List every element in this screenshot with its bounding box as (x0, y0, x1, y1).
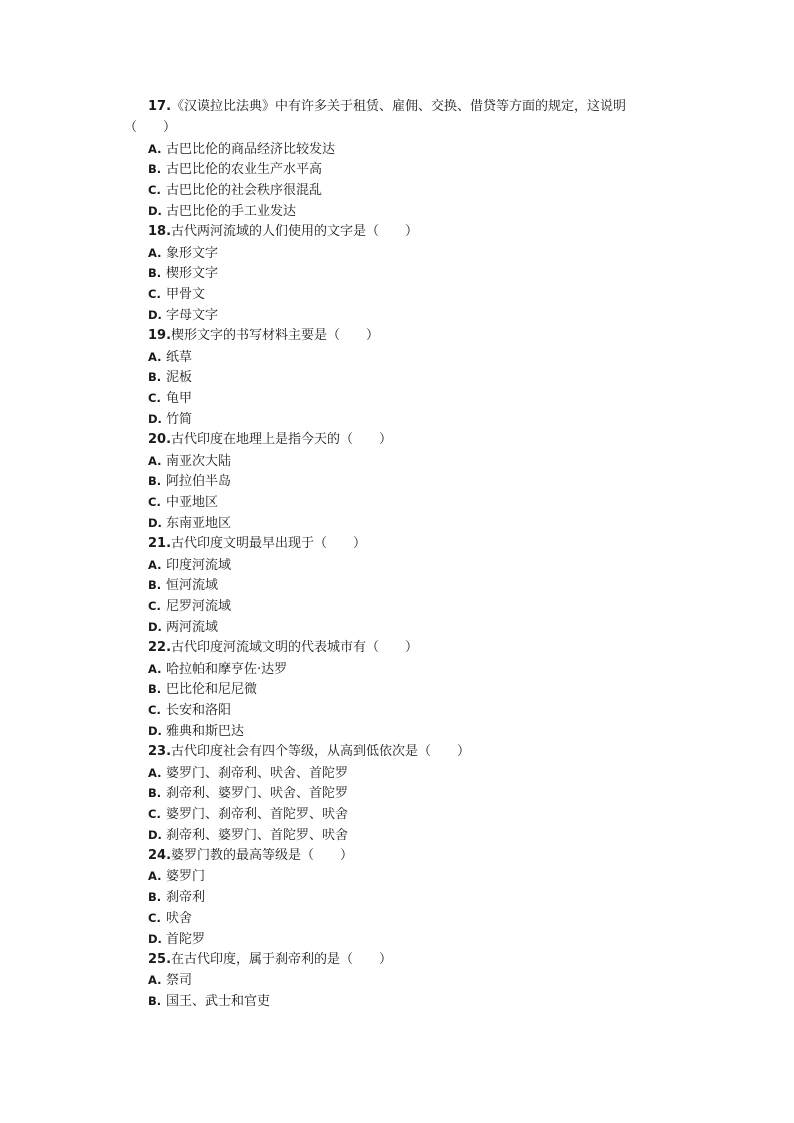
option-letter: B. (148, 474, 162, 489)
option-text: 字母文字 (166, 307, 219, 323)
option-text: 印度河流域 (166, 557, 232, 573)
option (148, 783, 688, 804)
question-stem (148, 742, 688, 763)
option-letter: C. (148, 807, 161, 822)
question-text-continued: （ ） (124, 119, 177, 135)
option (148, 388, 688, 409)
option-text: 纸草 (166, 349, 193, 365)
option (148, 284, 688, 305)
option-letter: D. (148, 515, 162, 530)
question-stem (148, 326, 688, 347)
option-letter: B. (148, 266, 162, 281)
option-text: 甲骨文 (166, 287, 206, 303)
question-stem (148, 430, 688, 451)
option (148, 929, 688, 950)
option-letter: A. (148, 869, 162, 884)
option-text: 雅典和斯巴达 (166, 723, 245, 739)
option (148, 451, 688, 472)
option (148, 866, 688, 887)
option-text: 长安和洛阳 (166, 703, 232, 719)
question-stem (148, 638, 688, 659)
question-stem (148, 222, 688, 243)
option-letter: C. (148, 703, 161, 718)
option-text: 祭司 (166, 973, 193, 989)
question-text: 古代印度河流域文明的代表城市有（ ） (171, 639, 419, 655)
option-letter: A. (148, 557, 162, 572)
option-letter: B. (148, 682, 162, 697)
option (148, 201, 688, 222)
question-number: 23. (148, 743, 172, 759)
option (148, 139, 688, 160)
option (148, 804, 688, 825)
option (148, 555, 688, 576)
question-stem (148, 950, 688, 971)
option-text: 阿拉伯半岛 (166, 474, 232, 490)
question-text: 古代印度在地理上是指今天的（ ） (171, 431, 393, 447)
question-list (124, 97, 688, 1012)
option (148, 513, 688, 534)
option-letter: C. (148, 391, 161, 406)
option-text: 刹帝利、婆罗门、吠舍、首陀罗 (166, 786, 349, 802)
option-text: 婆罗门、刹帝利、首陀罗、吠舍 (166, 807, 349, 823)
option-letter: B. (148, 786, 162, 801)
option-text: 竹简 (166, 411, 193, 427)
option-letter: A. (148, 973, 162, 988)
option (148, 180, 688, 201)
option (148, 492, 688, 513)
question-number: 18. (148, 223, 172, 239)
question-number: 24. (148, 847, 172, 863)
option (148, 575, 688, 596)
question-number: 25. (148, 951, 172, 967)
option-letter: D. (148, 931, 162, 946)
option (148, 243, 688, 264)
option-text: 尼罗河流域 (166, 599, 232, 615)
option-text: 南亚次大陆 (166, 453, 232, 469)
option (148, 659, 688, 680)
option-text: 刹帝利 (166, 890, 206, 906)
option (148, 679, 688, 700)
option (148, 596, 688, 617)
option-text: 刹帝利、婆罗门、首陀罗、吠舍 (166, 827, 349, 843)
option-text: 象形文字 (166, 245, 219, 261)
option-letter: A. (148, 765, 162, 780)
option (148, 721, 688, 742)
option-letter: A. (148, 349, 162, 364)
question-text: 古代印度社会有四个等级，从高到低依次是（ ） (171, 743, 471, 759)
option-letter: D. (148, 827, 162, 842)
option-text: 古巴比伦的商品经济比较发达 (166, 141, 336, 157)
option-text: 龟甲 (166, 391, 193, 407)
option (148, 700, 688, 721)
option-letter: A. (148, 661, 162, 676)
question-number: 22. (148, 639, 172, 655)
option-text: 首陀罗 (166, 931, 206, 947)
option (148, 970, 688, 991)
option-text: 婆罗门 (166, 869, 206, 885)
option-letter: C. (148, 287, 161, 302)
option (148, 367, 688, 388)
option-text: 东南亚地区 (166, 515, 232, 531)
option (148, 263, 688, 284)
option-letter: A. (148, 141, 162, 156)
option-letter: D. (148, 203, 162, 218)
option (148, 409, 688, 430)
option-letter: B. (148, 370, 162, 385)
question-stem (148, 846, 688, 867)
question-text: 古代两河流域的人们使用的文字是（ ） (171, 223, 419, 239)
question-text: 在古代印度，属于刹帝利的是（ ） (171, 951, 393, 967)
option-text: 恒河流域 (166, 578, 219, 594)
option-letter: B. (148, 578, 162, 593)
option (148, 347, 688, 368)
question-text: 《汉谟拉比法典》中有许多关于租赁、雇佣、交换、借贷等方面的规定，这说明 (171, 99, 627, 114)
option-text: 古巴比伦的农业生产水平高 (166, 162, 323, 178)
option-letter: C. (148, 599, 161, 614)
option-letter: A. (148, 245, 162, 260)
option-letter: B. (148, 162, 162, 177)
option (148, 991, 688, 1012)
option (148, 305, 688, 326)
option-letter: B. (148, 994, 162, 1009)
question-number: 19. (148, 327, 172, 343)
question-stem (124, 97, 688, 139)
question-text: 婆罗门教的最高等级是（ ） (171, 847, 354, 863)
option (148, 908, 688, 929)
option (148, 471, 688, 492)
option-letter: A. (148, 453, 162, 468)
option-text: 古巴比伦的手工业发达 (166, 203, 297, 219)
question-number: 17. (148, 99, 172, 114)
option (148, 887, 688, 908)
option-letter: C. (148, 911, 161, 926)
question-stem (148, 534, 688, 555)
option (148, 825, 688, 846)
option-letter: B. (148, 890, 162, 905)
option-text: 哈拉帕和摩亨佐·达罗 (166, 661, 288, 677)
option-text: 巴比伦和尼尼微 (166, 682, 258, 698)
option-text: 国王、武士和官吏 (166, 994, 271, 1010)
option (148, 763, 688, 784)
option-letter: D. (148, 411, 162, 426)
option-letter: C. (148, 495, 161, 510)
question-number: 21. (148, 535, 172, 551)
option (148, 617, 688, 638)
option-letter: D. (148, 619, 162, 634)
option-text: 吠舍 (166, 911, 193, 927)
option-text: 婆罗门、刹帝利、吠舍、首陀罗 (166, 765, 349, 781)
option-text: 中亚地区 (166, 495, 219, 511)
question-text: 古代印度文明最早出现于（ ） (171, 535, 367, 551)
option (148, 159, 688, 180)
question-text: 楔形文字的书写材料主要是（ ） (171, 327, 380, 343)
option-text: 古巴比伦的社会秩序很混乱 (166, 183, 323, 199)
option-text: 楔形文字 (166, 266, 219, 282)
option-letter: C. (148, 183, 161, 198)
option-text: 两河流域 (166, 619, 219, 635)
question-number: 20. (148, 431, 172, 447)
option-text: 泥板 (166, 370, 193, 386)
option-letter: D. (148, 307, 162, 322)
option-letter: D. (148, 723, 162, 738)
